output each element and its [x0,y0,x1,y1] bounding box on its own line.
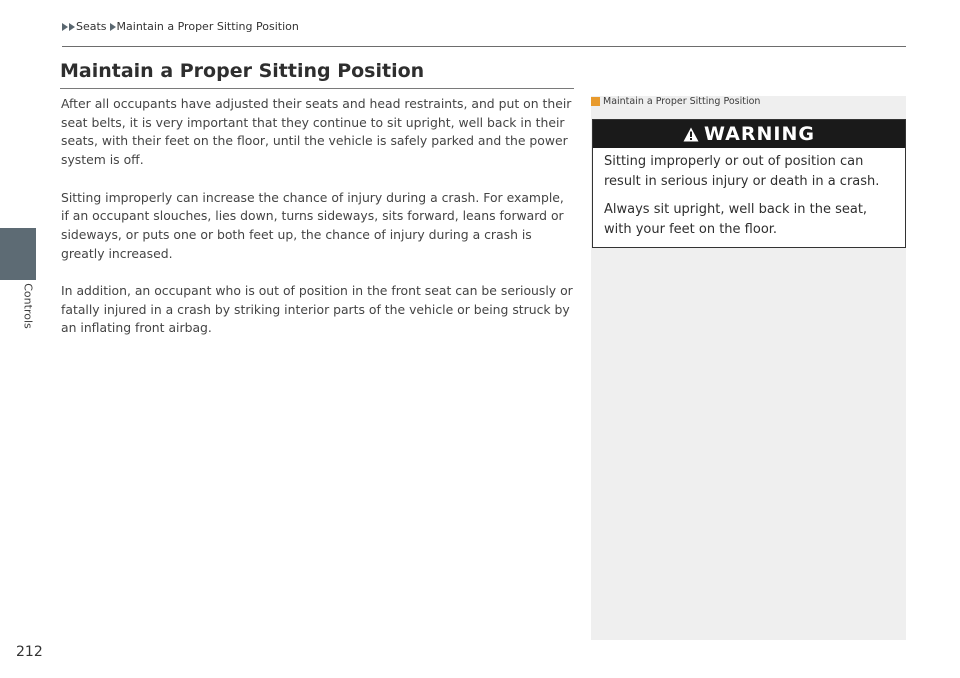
section-tab [0,228,36,280]
breadcrumb-item-current: Maintain a Proper Sitting Position [116,20,299,33]
paragraph: After all occupants have adjusted their seats and head restraints, and put on their seat belts, it is very important that they continue to sit upright, well back in their seats, with their feet on the floor, until the vehicle is safely parked and the power system is off. [61,96,572,168]
paragraph: In addition, an occupant who is out of position in the front seat can be seriously or fatally injured in a crash by striking interior parts of the vehicle or being struck by an inflating front airbag. [61,283,573,336]
sidebar-heading-text: Maintain a Proper Sitting Position [603,96,761,107]
note-icon [591,97,600,106]
paragraph: Sitting improperly can increase the chance of injury during a crash. For example, if an occupant slouches, lies down, turns sideways, sits forward, leans forward or sideways, or puts one or both feet up, the chance of injury during a crash is greatly increased. [61,189,564,261]
warning-paragraph: Sitting improperly or out of position can result in serious injury or death in a crash. [604,154,880,189]
warning-paragraph: Always sit upright, well back in the seat, with your feet on the floor. [604,202,868,237]
warning-box [592,119,906,248]
title-divider [60,88,574,89]
breadcrumb-arrow-icon [62,23,68,31]
page-title: Maintain a Proper Sitting Position [60,60,425,82]
warning-label: WARNING [704,123,815,145]
header-divider [62,46,906,47]
warning-text [604,152,898,248]
sidebar-heading [591,96,760,107]
breadcrumb-item-seats[interactable]: Seats [76,20,107,33]
warning-header [593,120,905,148]
breadcrumb-arrow-icon [69,23,75,31]
page-number: 212 [16,644,43,660]
section-label-text: Controls [21,283,35,329]
section-label [21,283,35,329]
warning-icon [683,127,699,142]
breadcrumb [62,20,302,33]
main-content [61,95,575,357]
breadcrumb-arrow-icon [110,23,116,31]
